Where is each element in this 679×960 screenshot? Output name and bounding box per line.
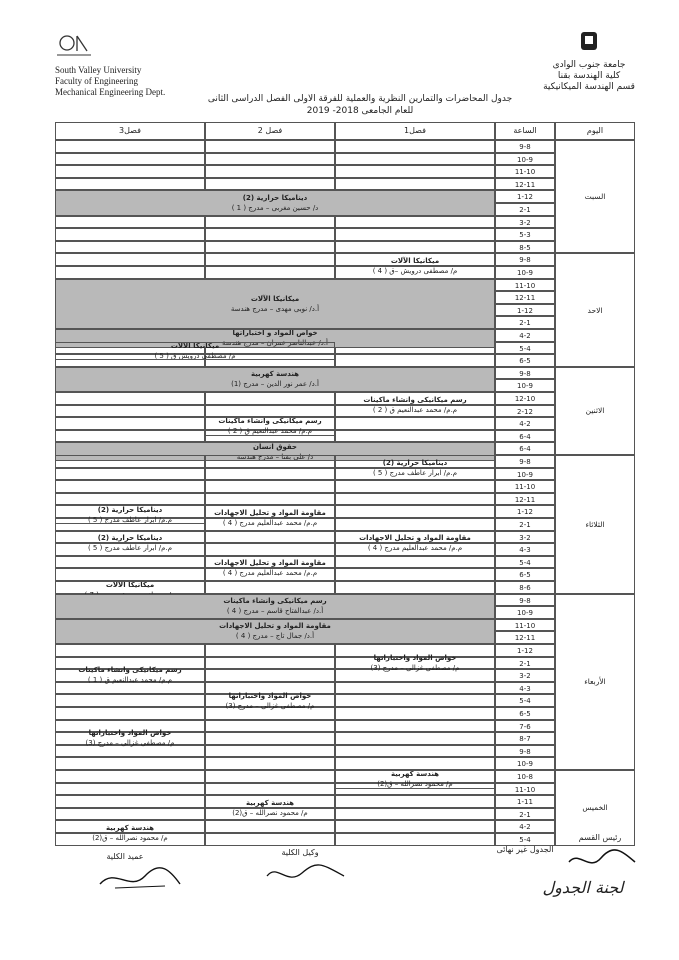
slot-g3 xyxy=(55,216,205,229)
time-slot: 2-1 xyxy=(495,808,555,821)
slot-g2 xyxy=(205,178,335,191)
slot-g2 xyxy=(205,669,335,682)
time-slot: 6-5 xyxy=(495,354,555,367)
class-entry xyxy=(335,644,495,682)
slot-g2 xyxy=(205,531,335,544)
slot-g1 xyxy=(335,228,495,241)
class-entry xyxy=(205,556,335,581)
slot-g1 xyxy=(335,430,495,443)
slot-g3 xyxy=(55,140,205,153)
class-entry xyxy=(55,505,205,524)
instructor-room: م/ محمود نصرالله – ق(2) xyxy=(377,780,453,789)
col-header-day: اليوم xyxy=(555,122,635,140)
time-slot: 11-10 xyxy=(495,165,555,178)
time-slot: 10-9 xyxy=(495,379,555,392)
en-line-3: Mechanical Engineering Dept. xyxy=(55,87,166,97)
instructor-room: م/ محمود نصرالله – ق(2) xyxy=(232,808,308,817)
time-slot: 5-4 xyxy=(495,556,555,569)
slot-g1 xyxy=(335,732,495,745)
dean-label: عميد الكلية xyxy=(106,852,144,861)
vice-dean-signature-icon xyxy=(262,858,352,888)
slot-g2 xyxy=(205,732,335,745)
time-slot: 11-10 xyxy=(495,279,555,292)
document-title xyxy=(200,93,520,117)
slot-g3 xyxy=(55,493,205,506)
slot-g3 xyxy=(55,405,205,418)
day-label: الثلاثاء xyxy=(555,455,635,594)
slot-g1 xyxy=(335,745,495,758)
slot-g3 xyxy=(55,253,205,266)
course-title: خواص المواد واختباراتها xyxy=(88,729,172,738)
class-entry xyxy=(55,190,495,215)
slot-g1 xyxy=(335,556,495,569)
class-entry xyxy=(335,770,495,789)
slot-g1 xyxy=(335,707,495,720)
slot-g2 xyxy=(205,757,335,770)
time-slot: 3-2 xyxy=(495,669,555,682)
time-slot: 1-12 xyxy=(495,644,555,657)
dean-signature-icon xyxy=(95,862,185,894)
course-title: حقوق انسان xyxy=(253,442,297,451)
time-slot: 6-4 xyxy=(495,442,555,455)
time-slot: 4-2 xyxy=(495,417,555,430)
instructor-room: م.م/ محمد عبدالنعيم ق ( 2 ) xyxy=(227,427,313,436)
course-title: ميكانيكا الآلات xyxy=(170,341,220,350)
time-slot: 8-5 xyxy=(495,241,555,254)
slot-g1 xyxy=(335,682,495,695)
time-slot: 4-2 xyxy=(495,820,555,833)
slot-g3 xyxy=(55,707,205,720)
instructor-room: أ.د/ عبدالفتاح قاسم – مدرج ( 4 ) xyxy=(226,607,324,616)
class-entry xyxy=(55,279,495,329)
course-title: هندسة كهربية xyxy=(105,823,155,832)
slot-g3 xyxy=(55,241,205,254)
course-title: ديناميكا حرارية (2) xyxy=(97,534,163,543)
time-slot: 12-11 xyxy=(495,631,555,644)
course-title: ديناميكا حرارية (2) xyxy=(242,193,308,202)
slot-g3 xyxy=(55,165,205,178)
time-slot: 2-1 xyxy=(495,518,555,531)
course-title: خواص المواد واختباراتها xyxy=(373,653,457,662)
slot-g2 xyxy=(205,770,335,783)
slot-g1 xyxy=(335,165,495,178)
vice-dean-label: وكيل الكلية xyxy=(281,848,319,857)
col-header-group1: فصل1 xyxy=(335,122,495,140)
day-label: الأربعاء xyxy=(555,594,635,770)
en-line-2: Faculty of Engineering xyxy=(55,76,138,86)
time-slot: 11-10 xyxy=(495,619,555,632)
day-label: الخميس xyxy=(555,770,635,846)
class-entry xyxy=(55,531,205,556)
slot-g2 xyxy=(205,241,335,254)
not-final-note: الجدول غير نهائى xyxy=(496,845,554,854)
course-title: خواص المواد و اختباراتها xyxy=(232,329,318,338)
slot-g3 xyxy=(55,455,205,468)
course-title: رسم ميكانيكى وانشاء ماكينات xyxy=(223,597,327,606)
instructor-room: أ.د/ جمال تاج – مدرج ( 4 ) xyxy=(235,632,315,641)
en-line-1: South Valley University xyxy=(55,65,142,75)
slot-g2 xyxy=(205,405,335,418)
time-slot: 10-9 xyxy=(495,266,555,279)
ar-line-3: قسم الهندسة الميكانيكية xyxy=(543,82,635,92)
ar-line-1: جامعة جنوب الوادى xyxy=(552,60,626,70)
slot-g1 xyxy=(335,808,495,821)
time-slot: 2-12 xyxy=(495,405,555,418)
time-slot: 12-10 xyxy=(495,392,555,405)
class-entry xyxy=(55,820,205,845)
col-header-group2: فصل 2 xyxy=(205,122,335,140)
slot-g2 xyxy=(205,543,335,556)
slot-g2 xyxy=(205,783,335,796)
instructor-room: أ.د/ عمر نور الدين – مدرج (1) xyxy=(231,380,319,389)
instructor-room: م.م/ ابرار عاطف مدرج ( 5 ) xyxy=(87,515,173,524)
slot-g2 xyxy=(205,140,335,153)
time-slot: 1-11 xyxy=(495,795,555,808)
class-entry xyxy=(335,455,495,480)
col-header-time: الساعة xyxy=(495,122,555,140)
instructor-room: أ.د/ عبدالناصر عمران – مدرج هندسة xyxy=(222,339,328,348)
time-slot: 1-12 xyxy=(495,304,555,317)
day-label: الاثنين xyxy=(555,367,635,455)
instructor-room: م/ مصطفى غزالى – مدرج (3) xyxy=(225,701,315,710)
course-title: ميكانيكا الآلات xyxy=(105,581,155,590)
time-slot: 10-8 xyxy=(495,770,555,783)
instructor-room: م/ مصطفى غزالى – مدرج (3) xyxy=(85,739,175,748)
course-title: هندسة كهربية xyxy=(245,798,295,807)
course-title: مقاومة المواد و تحليل الاجهادات xyxy=(219,622,331,631)
slot-g1 xyxy=(335,833,495,846)
time-slot: 10-9 xyxy=(495,606,555,619)
class-entry xyxy=(205,795,335,820)
dept-head-label: رئيس القسم xyxy=(578,833,622,842)
course-title: رسم ميكانيكى وانشاء ماكينات xyxy=(218,417,322,426)
title-line-2: للعام الجامعى 2018- 2019 xyxy=(306,106,414,116)
slot-g2 xyxy=(205,657,335,670)
slot-g1 xyxy=(335,518,495,531)
instructor-room: م/ مصطفى درويش ق ( 5 ) xyxy=(154,351,236,360)
time-slot: 5-4 xyxy=(495,694,555,707)
slot-g1 xyxy=(335,153,495,166)
class-entry xyxy=(205,417,335,436)
time-slot: 5-4 xyxy=(495,833,555,846)
slot-g3 xyxy=(55,417,205,430)
class-entry xyxy=(55,657,205,695)
time-slot: 4-3 xyxy=(495,682,555,695)
slot-g1 xyxy=(335,720,495,733)
time-slot: 10-9 xyxy=(495,757,555,770)
class-entry xyxy=(335,531,495,556)
committee-label: لجنة الجدول xyxy=(542,878,624,897)
time-slot: 5-4 xyxy=(495,342,555,355)
time-slot: 9-8 xyxy=(495,253,555,266)
instructor-room: م.م/ محمد عبدالعليم مدرج ( 4 ) xyxy=(222,518,318,527)
slot-g2 xyxy=(205,581,335,594)
instructor-room: أ.د/ نوبى مهدى – مدرج هندسة xyxy=(230,304,320,313)
slot-g1 xyxy=(335,581,495,594)
ar-line-2: كلية الهندسة بقنا xyxy=(557,71,621,81)
slot-g3 xyxy=(55,228,205,241)
instructor-room: م/ مصطفى درويش –ق ( 4 ) xyxy=(372,266,458,275)
slot-g1 xyxy=(335,820,495,833)
instructor-room: د/ على بقنا – مدرج هندسة xyxy=(236,452,314,461)
slot-g2 xyxy=(205,833,335,846)
slot-g2 xyxy=(205,266,335,279)
class-entry xyxy=(335,392,495,417)
slot-g2 xyxy=(205,745,335,758)
english-header xyxy=(55,33,225,98)
time-slot: 6-4 xyxy=(495,430,555,443)
class-entry xyxy=(55,594,495,619)
time-slot: 2-1 xyxy=(495,203,555,216)
slot-g1 xyxy=(335,354,495,367)
slot-g2 xyxy=(205,228,335,241)
slot-g2 xyxy=(205,493,335,506)
instructor-room: م.م/ محمد عبدالنعيم ق ( 2 ) xyxy=(372,405,458,414)
course-title: ديناميكا حرارية (2) xyxy=(382,458,448,467)
time-slot: 2-1 xyxy=(495,316,555,329)
university-logo-icon xyxy=(576,30,602,54)
time-slot: 9-8 xyxy=(495,140,555,153)
schedule-table xyxy=(55,122,635,842)
class-entry xyxy=(55,367,495,392)
time-slot: 3-2 xyxy=(495,531,555,544)
instructor-room: م.م/ ابرار عاطف مدرج ( 5 ) xyxy=(87,544,173,553)
class-entry xyxy=(55,342,335,361)
instructor-room: م/ محمود نصرالله – ق(2) xyxy=(92,833,168,842)
slot-g2 xyxy=(205,820,335,833)
faculty-logo-icon xyxy=(55,33,95,59)
course-title: رسم ميكانيكى وانشاء ماكينات xyxy=(363,395,467,404)
slot-g3 xyxy=(55,178,205,191)
slot-g1 xyxy=(335,140,495,153)
slot-g3 xyxy=(55,770,205,783)
slot-g1 xyxy=(335,757,495,770)
slot-g2 xyxy=(205,216,335,229)
slot-g3 xyxy=(55,694,205,707)
time-slot: 9-8 xyxy=(495,367,555,380)
slot-g2 xyxy=(205,392,335,405)
dept-head-signature-icon xyxy=(565,846,640,874)
slot-g3 xyxy=(55,430,205,443)
slot-g1 xyxy=(335,505,495,518)
time-slot: 12-11 xyxy=(495,493,555,506)
time-slot: 4-3 xyxy=(495,543,555,556)
time-slot: 12-11 xyxy=(495,291,555,304)
slot-g3 xyxy=(55,568,205,581)
slot-g2 xyxy=(205,165,335,178)
time-slot: 2-1 xyxy=(495,657,555,670)
slot-g1 xyxy=(335,795,495,808)
time-slot: 7-6 xyxy=(495,720,555,733)
instructor-room: م.م/ محمد عبدالعليم مدرج ( 4 ) xyxy=(367,544,463,553)
slot-g3 xyxy=(55,644,205,657)
time-slot: 10-9 xyxy=(495,468,555,481)
slot-g1 xyxy=(335,493,495,506)
instructor-room: م/ مصطفى غزالى – مدرج (3) xyxy=(370,663,460,672)
course-title: ديناميكا حرارية (2) xyxy=(97,505,163,514)
time-slot: 6-5 xyxy=(495,707,555,720)
course-title: خواص المواد واختباراتها xyxy=(228,691,312,700)
time-slot: 9-8 xyxy=(495,594,555,607)
slot-g3 xyxy=(55,757,205,770)
instructor-room: م.م/ محمد عبدالعليم مدرج ( 4 ) xyxy=(222,569,318,578)
title-line-1: جدول المحاضرات والتمارين النظرية والعملية للفرقة الاولى الفصل الدراسى الثانى xyxy=(207,94,513,104)
time-slot: 4-2 xyxy=(495,329,555,342)
time-slot: 11-10 xyxy=(495,783,555,796)
slot-g1 xyxy=(335,417,495,430)
arabic-header xyxy=(539,30,639,93)
slot-g1 xyxy=(335,241,495,254)
instructor-room: م.م/ ابرار عاطف مدرج ( 5 ) xyxy=(372,468,458,477)
slot-g2 xyxy=(205,253,335,266)
class-entry xyxy=(205,682,335,720)
slot-g3 xyxy=(55,783,205,796)
class-entry xyxy=(335,253,495,278)
course-title: ميكانيكا الآلات xyxy=(250,294,300,303)
time-slot: 12-11 xyxy=(495,178,555,191)
time-slot: 5-3 xyxy=(495,228,555,241)
course-title: هندسة كهربية xyxy=(250,370,300,379)
course-title: هندسة كهربية xyxy=(390,770,440,779)
time-slot: 10-9 xyxy=(495,153,555,166)
slot-g1 xyxy=(335,694,495,707)
slot-g2 xyxy=(205,480,335,493)
course-title: رسم ميكانيكى وانشاء ماكينات xyxy=(78,666,182,675)
slot-g1 xyxy=(335,216,495,229)
time-slot: 9-8 xyxy=(495,455,555,468)
class-entry xyxy=(55,619,495,644)
slot-g3 xyxy=(55,392,205,405)
slot-g3 xyxy=(55,480,205,493)
slot-g3 xyxy=(55,795,205,808)
day-label: الاحد xyxy=(555,253,635,366)
time-slot: 8-6 xyxy=(495,581,555,594)
slot-g2 xyxy=(205,153,335,166)
time-slot: 6-5 xyxy=(495,568,555,581)
slot-g2 xyxy=(205,720,335,733)
day-label: السبت xyxy=(555,140,635,253)
slot-g1 xyxy=(335,480,495,493)
course-title: مقاومة المواد و تحليل الاجهادات xyxy=(214,559,326,568)
time-slot: 1-12 xyxy=(495,505,555,518)
slot-g2 xyxy=(205,455,335,468)
time-slot: 8-7 xyxy=(495,732,555,745)
class-entry xyxy=(205,505,335,530)
col-header-group3: فصل3 xyxy=(55,122,205,140)
slot-g2 xyxy=(205,468,335,481)
time-slot: 1-12 xyxy=(495,190,555,203)
slot-g1 xyxy=(335,178,495,191)
slot-g3 xyxy=(55,808,205,821)
course-title: ميكانيكا الآلات xyxy=(390,256,440,265)
instructor-room: د/ حسين مغربى – مدرج ( 1 ) xyxy=(231,203,319,212)
instructor-room: م.م/ محمد عبدالنعيم ق ( 1 ) xyxy=(87,676,173,685)
slot-g3 xyxy=(55,556,205,569)
time-slot: 3-2 xyxy=(495,216,555,229)
slot-g2 xyxy=(205,644,335,657)
course-title: مقاومة المواد و تحليل الاجهادات xyxy=(214,508,326,517)
slot-g3 xyxy=(55,468,205,481)
slot-g3 xyxy=(55,153,205,166)
class-entry xyxy=(55,720,205,758)
time-slot: 11-10 xyxy=(495,480,555,493)
slot-g3 xyxy=(55,266,205,279)
time-slot: 9-8 xyxy=(495,745,555,758)
course-title: مقاومة المواد و تحليل الاجهادات xyxy=(359,534,471,543)
slot-g1 xyxy=(335,568,495,581)
